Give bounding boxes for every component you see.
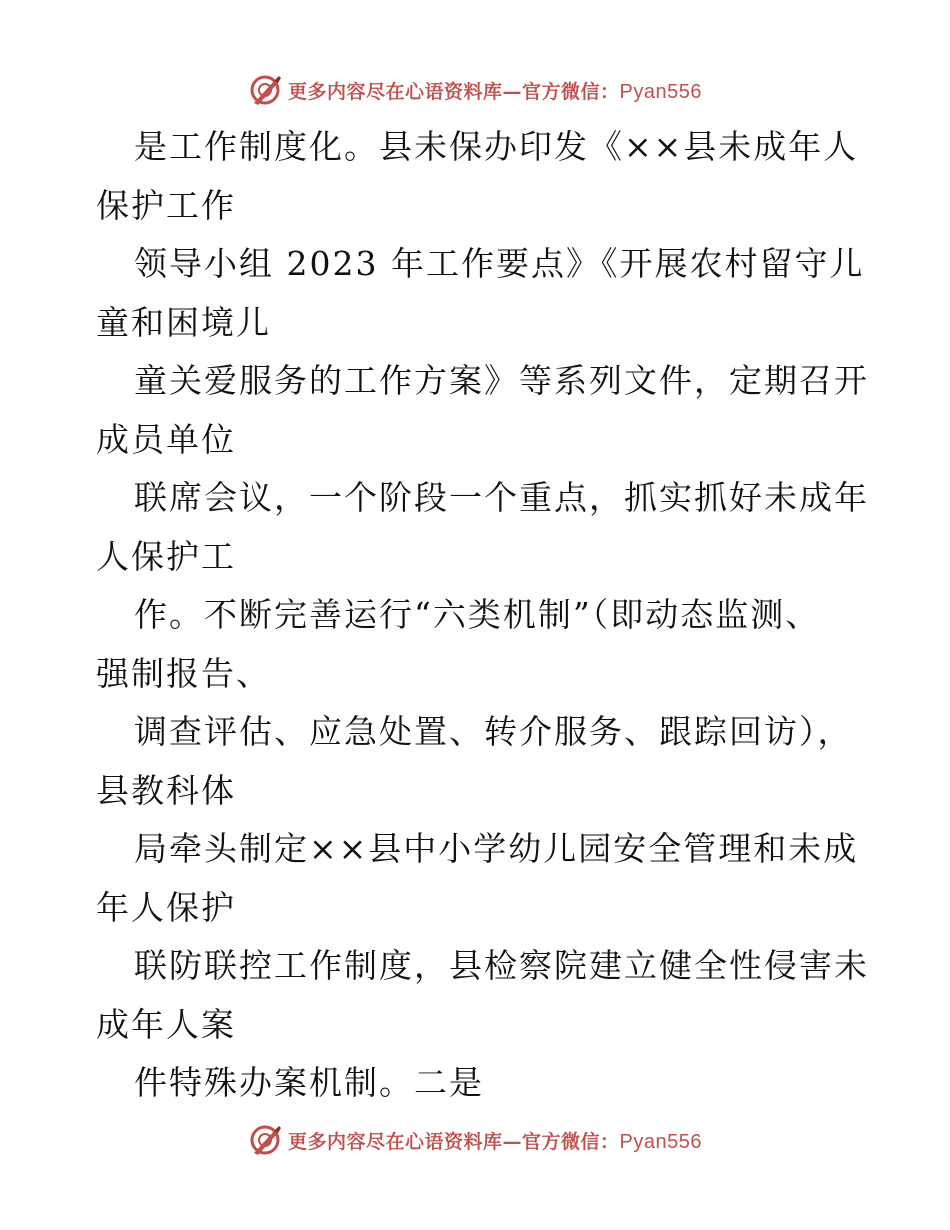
header-banner: [0, 70, 950, 110]
document-body: [96, 118, 869, 1113]
pen-circle-logo-icon: [248, 1123, 282, 1157]
body-line: 成员单位: [96, 419, 236, 459]
footer-banner-wechat-id: Pyan556: [619, 1130, 702, 1153]
pen-circle-logo-icon: [248, 73, 282, 107]
body-line: 是工作制度化。县未保办印发《××县未成年人: [134, 127, 859, 166]
body-line: 局牵头制定××县中小学幼儿园安全管理和未成: [134, 829, 859, 868]
body-line: 领导小组 2023 年工作要点》《开展农村留守儿: [134, 244, 865, 283]
header-banner-text-cn: 更多内容尽在心语资料库—官方微信：: [288, 80, 620, 103]
body-line: 成年人案: [96, 1004, 236, 1044]
body-line: 县教科体: [96, 770, 236, 810]
header-banner-text: [288, 77, 702, 104]
body-line: 童关爱服务的工作方案》等系列文件，定期召开: [134, 361, 869, 400]
body-line: 人保护工: [96, 536, 236, 576]
footer-banner: [0, 1120, 950, 1160]
body-line: 件特殊办案机制。二是: [134, 1063, 484, 1102]
body-line: 联防联控工作制度，县检察院建立健全性侵害未: [134, 946, 869, 985]
body-line: 联席会议，一个阶段一个重点，抓实抓好未成年: [134, 478, 869, 517]
footer-banner-text: [288, 1127, 702, 1154]
body-line: 童和困境儿: [96, 302, 271, 342]
header-banner-wechat-id: Pyan556: [619, 80, 702, 103]
body-line: 作。不断完善运行“六类机制”（即动态监测、: [134, 595, 821, 634]
footer-banner-text-cn: 更多内容尽在心语资料库—官方微信：: [288, 1130, 620, 1153]
body-line: 年人保护: [96, 887, 236, 927]
body-line: 调查评估、应急处置、转介服务、跟踪回访），: [134, 712, 853, 751]
body-line: 强制报告、: [96, 653, 271, 693]
body-line: 保护工作: [96, 185, 236, 225]
